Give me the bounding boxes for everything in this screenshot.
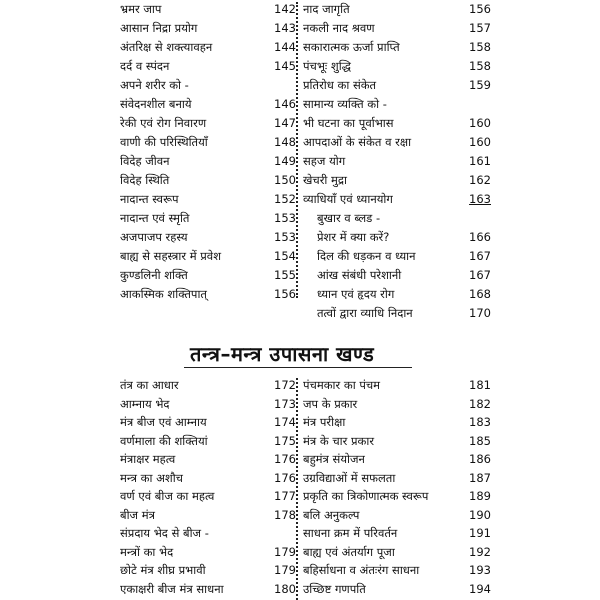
entry-title: आसान निद्रा प्रयोग [120, 21, 198, 35]
toc-entry [118, 580, 298, 599]
entry-page: 194 [469, 581, 491, 596]
toc-entry [118, 506, 298, 525]
entry-title: संवेदनशील बनाये [120, 97, 192, 111]
entry-title: आपदाओं के संकेत व रक्षा [303, 135, 412, 149]
toc-bottom-block [118, 376, 491, 600]
toc-entry [301, 114, 493, 133]
entry-title: साधना क्रम में परिवर्तन [303, 526, 398, 540]
entry-page: 193 [469, 563, 491, 577]
entry-title: मन्त्रों का भेद [120, 544, 174, 559]
toc-entry [301, 395, 493, 414]
entry-title: तत्वों द्वारा व्याधि निदान [317, 306, 413, 320]
entry-page: 190 [469, 507, 491, 522]
toc-entry [118, 133, 298, 152]
entry-page: 174 [274, 415, 296, 429]
entry-page: 179 [274, 563, 296, 577]
entry-title: पंचभूः शुद्धि [303, 59, 351, 73]
toc-entry [118, 247, 298, 266]
entry-title: प्रतिरोध का संकेत [303, 78, 377, 92]
entry-title: वाणी की परिस्थितियाँ [120, 135, 208, 149]
entry-title: विदेह स्थिति [120, 173, 170, 187]
toc-entry [118, 0, 298, 19]
entry-page: 178 [274, 507, 296, 522]
toc-entry [118, 228, 298, 247]
toc-entry [118, 95, 298, 114]
entry-title: मंत्र बीज एवं आम्नाय [120, 415, 207, 429]
entry-title: जप के प्रकार [303, 396, 358, 411]
toc-entry [301, 432, 493, 451]
entry-page: 142 [274, 2, 296, 16]
entry-page: 149 [274, 154, 296, 168]
entry-title: व्याधियाँ एवं ध्यानयोग [303, 192, 393, 206]
toc-entry [301, 76, 493, 95]
entry-page: 175 [274, 433, 296, 448]
entry-title: बहिर्साधना व अंतःरंग साधना [303, 563, 420, 577]
entry-title: रेकी एवं रोग निवारण [120, 116, 207, 130]
toc-entry [301, 506, 493, 525]
toc-entry [301, 228, 493, 247]
toc-entry [118, 469, 298, 488]
entry-page: 186 [469, 452, 491, 466]
toc-entry [301, 247, 493, 266]
entry-page: 180 [274, 581, 296, 596]
entry-title: उच्छिष्ट गणपति [303, 581, 366, 596]
entry-title: बलि अनुकल्प [303, 507, 360, 522]
entry-page: 192 [469, 544, 491, 559]
toc-entry [301, 133, 493, 152]
toc-entry [118, 432, 298, 451]
entry-page: 185 [469, 433, 491, 448]
entry-page: 150 [274, 173, 296, 187]
toc-entry [118, 487, 298, 506]
heading-underline [184, 367, 412, 368]
entry-title: दिल की धड़कन व ध्यान [317, 249, 416, 263]
toc-entry [118, 266, 298, 285]
toc-entry [118, 413, 298, 432]
toc-entry [301, 580, 493, 599]
entry-title: बीज मंत्र [120, 507, 155, 522]
toc-entry [301, 190, 493, 209]
toc-entry [301, 57, 493, 76]
entry-page: 156 [469, 2, 491, 16]
entry-page: 177 [274, 489, 296, 503]
entry-page: 153 [274, 230, 296, 244]
toc-entry [118, 19, 298, 38]
entry-page: 146 [274, 97, 296, 111]
toc-entry [301, 524, 493, 543]
toc-entry [301, 38, 493, 57]
toc-entry [301, 561, 493, 580]
toc-top-block [118, 0, 491, 320]
entry-title: नादान्त स्वरूप [120, 192, 179, 206]
entry-page: 167 [469, 249, 491, 263]
entry-page: 163 [469, 192, 491, 206]
toc-entry [301, 304, 493, 323]
entry-page: 155 [274, 268, 296, 282]
entry-page: 158 [469, 40, 491, 54]
entry-title: आम्नाय भेद [120, 396, 170, 411]
entry-title: सामान्य व्यक्ति को - [303, 97, 387, 111]
entry-page: 145 [274, 59, 296, 73]
entry-page: 179 [274, 544, 296, 559]
toc-column-left [118, 0, 298, 304]
entry-page: 144 [274, 40, 296, 54]
section-heading: तन्त्र–मन्त्र उपासना खण्ड [190, 342, 375, 366]
entry-title: प्रेशर में क्या करें? [317, 230, 390, 244]
toc-entry [301, 19, 493, 38]
toc-entry [301, 543, 493, 562]
toc-column-right [301, 0, 493, 323]
entry-page: 148 [274, 135, 296, 149]
entry-title: बाह्य से सहस्त्रार में प्रवेश [120, 249, 222, 263]
toc-entry [301, 266, 493, 285]
entry-title: वर्ण एवं बीज का महत्व [120, 489, 215, 503]
toc-entry [118, 209, 298, 228]
entry-page: 160 [469, 116, 491, 130]
entry-title: आंख संबंधी परेशानी [317, 268, 402, 282]
entry-page: 166 [469, 230, 491, 244]
toc-entry [301, 450, 493, 469]
entry-title: संप्रदाय भेद से बीज - [120, 526, 209, 540]
entry-title: मंत्र के चार प्रकार [303, 433, 375, 448]
toc-column-right [301, 376, 493, 598]
toc-entry [118, 543, 298, 562]
entry-title: पंचमकार का पंचम [303, 378, 381, 392]
entry-page: 158 [469, 59, 491, 73]
toc-entry [118, 152, 298, 171]
entry-page: 168 [469, 287, 491, 301]
entry-page: 154 [274, 249, 296, 263]
entry-title: तंत्र का आधार [120, 378, 179, 392]
entry-title: मंत्राक्षर महत्व [120, 452, 176, 466]
toc-entry [301, 171, 493, 190]
entry-title: बहुमंत्र संयोजन [303, 452, 365, 466]
entry-title: ध्यान एवं हृदय रोग [317, 287, 395, 301]
entry-title: बाह्य एवं अंतर्याग पूजा [303, 544, 395, 559]
toc-entry [301, 0, 493, 19]
entry-page: 157 [469, 21, 491, 35]
entry-page: 176 [274, 452, 296, 466]
entry-page: 189 [469, 489, 491, 503]
entry-title: सकारात्मक ऊर्जा प्राप्ति [303, 40, 400, 54]
toc-entry [118, 76, 298, 95]
toc-entry [118, 395, 298, 414]
entry-title: अपने शरीर को - [120, 78, 189, 92]
entry-page: 170 [469, 306, 491, 320]
entry-page: 147 [274, 116, 296, 130]
entry-title: एकाक्षरी बीज मंत्र साधना [120, 581, 224, 596]
toc-column-left [118, 376, 298, 598]
toc-entry [118, 561, 298, 580]
entry-title: छोटे मंत्र शीघ्र प्रभावी [120, 563, 206, 577]
entry-title: दर्द व स्पंदन [120, 59, 170, 73]
toc-entry [118, 450, 298, 469]
entry-page: 159 [469, 78, 491, 92]
entry-title: भ्रमर जाप [120, 2, 162, 16]
entry-title: मन्त्र का अशौच [120, 470, 183, 485]
toc-entry [301, 209, 493, 228]
toc-entry [301, 152, 493, 171]
entry-title: कुण्डलिनी शक्ति [120, 268, 188, 282]
entry-title: अंतरिक्ष से शक्त्यावहन [120, 40, 213, 54]
entry-page: 153 [274, 211, 296, 225]
toc-entry [301, 487, 493, 506]
entry-page: 176 [274, 470, 296, 485]
entry-title: नादान्त एवं स्मृति [120, 211, 190, 225]
entry-title: नकली नाद श्रवण [303, 21, 375, 35]
entry-page: 143 [274, 21, 296, 35]
entry-title: बुखार व ब्लड - [317, 211, 381, 225]
toc-entry [301, 376, 493, 395]
toc-entry [301, 285, 493, 304]
entry-title: अजपाजप रहस्य [120, 230, 188, 244]
toc-entry [118, 285, 298, 304]
entry-page: 156 [274, 287, 296, 301]
entry-title: मंत्र परीक्षा [303, 415, 346, 429]
entry-page: 167 [469, 268, 491, 282]
entry-title: सहज योग [303, 154, 346, 168]
entry-page: 187 [469, 470, 491, 485]
entry-page: 173 [274, 396, 296, 411]
entry-page: 152 [274, 192, 296, 206]
toc-entry [118, 114, 298, 133]
toc-entry [301, 413, 493, 432]
entry-page: 161 [469, 154, 491, 168]
entry-title: उग्रविद्याओं में सफलता [303, 470, 396, 485]
entry-page: 183 [469, 415, 491, 429]
entry-page: 172 [274, 378, 296, 392]
toc-entry [301, 95, 493, 114]
entry-page: 160 [469, 135, 491, 149]
toc-entry [118, 171, 298, 190]
toc-entry [118, 190, 298, 209]
toc-entry [118, 57, 298, 76]
entry-title: भी घटना का पूर्वाभास [303, 116, 394, 130]
entry-title: विदेह जीवन [120, 154, 170, 168]
toc-entry [118, 376, 298, 395]
entry-title: खेचरी मुद्रा [303, 173, 348, 187]
entry-page: 182 [469, 396, 491, 411]
toc-entry [118, 38, 298, 57]
entry-title: आकस्मिक शक्तिपात् [120, 287, 207, 301]
toc-entry [301, 469, 493, 488]
entry-page: 191 [469, 526, 491, 540]
entry-page: 181 [469, 378, 491, 392]
entry-title: वर्णमाला की शक्तियां [120, 433, 208, 448]
entry-title: प्रकृति का त्रिकोणात्मक स्वरूप [303, 489, 429, 503]
entry-title: नाद जागृति [303, 2, 350, 16]
entry-page: 162 [469, 173, 491, 187]
toc-entry [118, 524, 298, 543]
